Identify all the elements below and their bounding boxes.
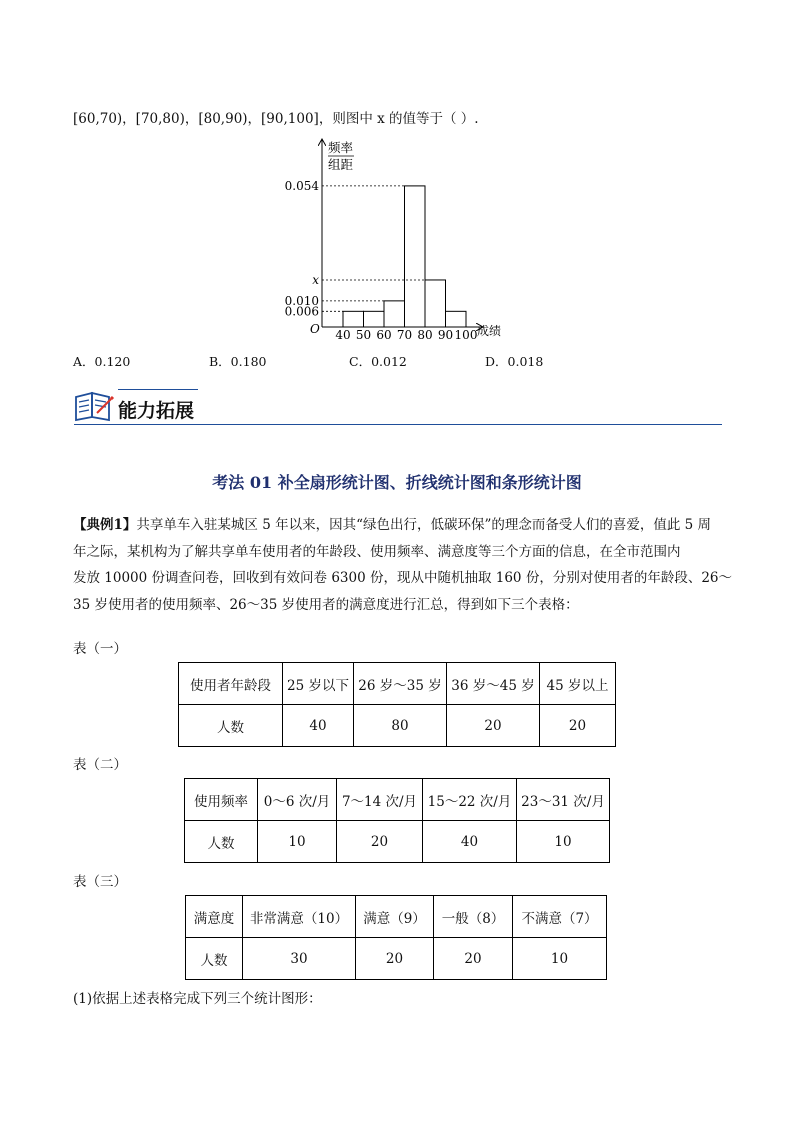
table3-cell: 人数 [186, 938, 243, 980]
table2-cell: 人数 [185, 821, 258, 863]
x-tick-label: 100 [454, 328, 478, 342]
origin-label: O [310, 322, 320, 336]
table1-header: 26 岁～35 岁 [354, 663, 447, 705]
table2-header: 15～22 次/月 [423, 779, 517, 821]
table3-header: 满意度 [186, 896, 243, 938]
option-d[interactable]: D．0.018 [485, 354, 544, 369]
y-tick-label: 0.006 [284, 304, 319, 319]
table3-cell: 10 [513, 938, 607, 980]
example-line-2: 年之际，某机构为了解共享单车使用者的年龄段、使用频率、满意度等三个方面的信息，在全市范围内 [73, 543, 681, 560]
histogram-bar [405, 186, 426, 327]
table3-header: 非常满意（10） [243, 896, 356, 938]
table3-cell: 20 [356, 938, 434, 980]
y-tick-label: 0.010 [284, 293, 319, 308]
question-1: (1)依据上述表格完成下列三个统计图形： [73, 991, 322, 1007]
table3-cell: 30 [243, 938, 356, 980]
example-line-4: 35 岁使用者的使用频率、26～35 岁使用者的满意度进行汇总，得到如下三个表格： [73, 596, 579, 613]
table3-cell: 20 [434, 938, 513, 980]
histogram-bar [364, 311, 385, 327]
intro-line: [60,70)，[70,80)，[80,90)，[90,100]，则图中 x 的值等于（ ）. [73, 111, 479, 127]
table2-header: 使用频率 [185, 779, 258, 821]
table1-cell: 80 [354, 705, 447, 747]
table2-cell: 40 [423, 821, 517, 863]
table1-cell: 20 [540, 705, 616, 747]
x-tick-label: 40 [335, 328, 351, 342]
table1-header: 36 岁～45 岁 [447, 663, 540, 705]
table3-header: 不满意（7） [513, 896, 607, 938]
ylabel-top: 频率 [328, 140, 354, 155]
histogram-bar [425, 280, 446, 327]
table1-header: 45 岁以上 [540, 663, 616, 705]
table2-header: 7～14 次/月 [337, 779, 423, 821]
table1-cell: 20 [447, 705, 540, 747]
table-age [178, 662, 616, 747]
option-b[interactable]: B．0.180 [209, 354, 267, 369]
histogram-bar [384, 301, 405, 327]
table1-header: 使用者年龄段 [179, 663, 283, 705]
example-line-3: 发放 10000 份调查问卷，回收到有效问卷 6300 份，现从中随机抽取 160 份，分别对使用者的年龄段、26～ [73, 570, 732, 586]
table1-cell: 40 [283, 705, 354, 747]
example-paragraph [73, 512, 732, 618]
x-tick-label: 70 [396, 328, 413, 342]
option-a[interactable]: A．0.120 [73, 354, 131, 369]
x-tick-label: 60 [376, 328, 392, 342]
table2-header: 23～31 次/月 [517, 779, 610, 821]
table1-header: 25 岁以下 [283, 663, 354, 705]
example-tag: 【典例1】 [73, 517, 137, 533]
histogram-bar [446, 311, 467, 327]
y-tick-label: 0.054 [284, 178, 319, 193]
table2-cell: 20 [337, 821, 423, 863]
table3-label: 表（三） [73, 874, 127, 890]
banner-top-rule [118, 389, 198, 390]
section-title: 考法 01 补全扇形统计图、折线统计图和条形统计图 [212, 473, 582, 492]
table2-header: 0～6 次/月 [258, 779, 337, 821]
histogram-bar [343, 311, 364, 327]
table2-label: 表（二） [73, 757, 127, 773]
table3-header: 满意（9） [356, 896, 434, 938]
x-tick-label: 90 [437, 328, 454, 342]
banner-title: 能力拓展 [118, 400, 195, 422]
table2-cell: 10 [517, 821, 610, 863]
histogram [270, 135, 520, 345]
book-icon [73, 389, 115, 423]
table1-cell: 人数 [179, 705, 283, 747]
xlabel: 成绩 [477, 324, 502, 338]
example-line-1: 共享单车入驻某城区 5 年以来，因其“绿色出行，低碳环保”的理念而备受人们的喜爱，值此 5 周 [136, 517, 712, 533]
table-satisfaction [185, 895, 607, 980]
table-frequency [184, 778, 610, 863]
table3-header: 一般（8） [434, 896, 513, 938]
table1-label: 表（一） [73, 641, 127, 657]
x-tick-label: 80 [417, 328, 433, 342]
banner-rule [74, 424, 722, 425]
x-tick-label: 50 [355, 328, 372, 342]
y-tick-label: x [312, 272, 319, 287]
table2-cell: 10 [258, 821, 337, 863]
ylabel-bottom: 组距 [328, 157, 354, 172]
option-c[interactable]: C．0.012 [349, 354, 407, 369]
